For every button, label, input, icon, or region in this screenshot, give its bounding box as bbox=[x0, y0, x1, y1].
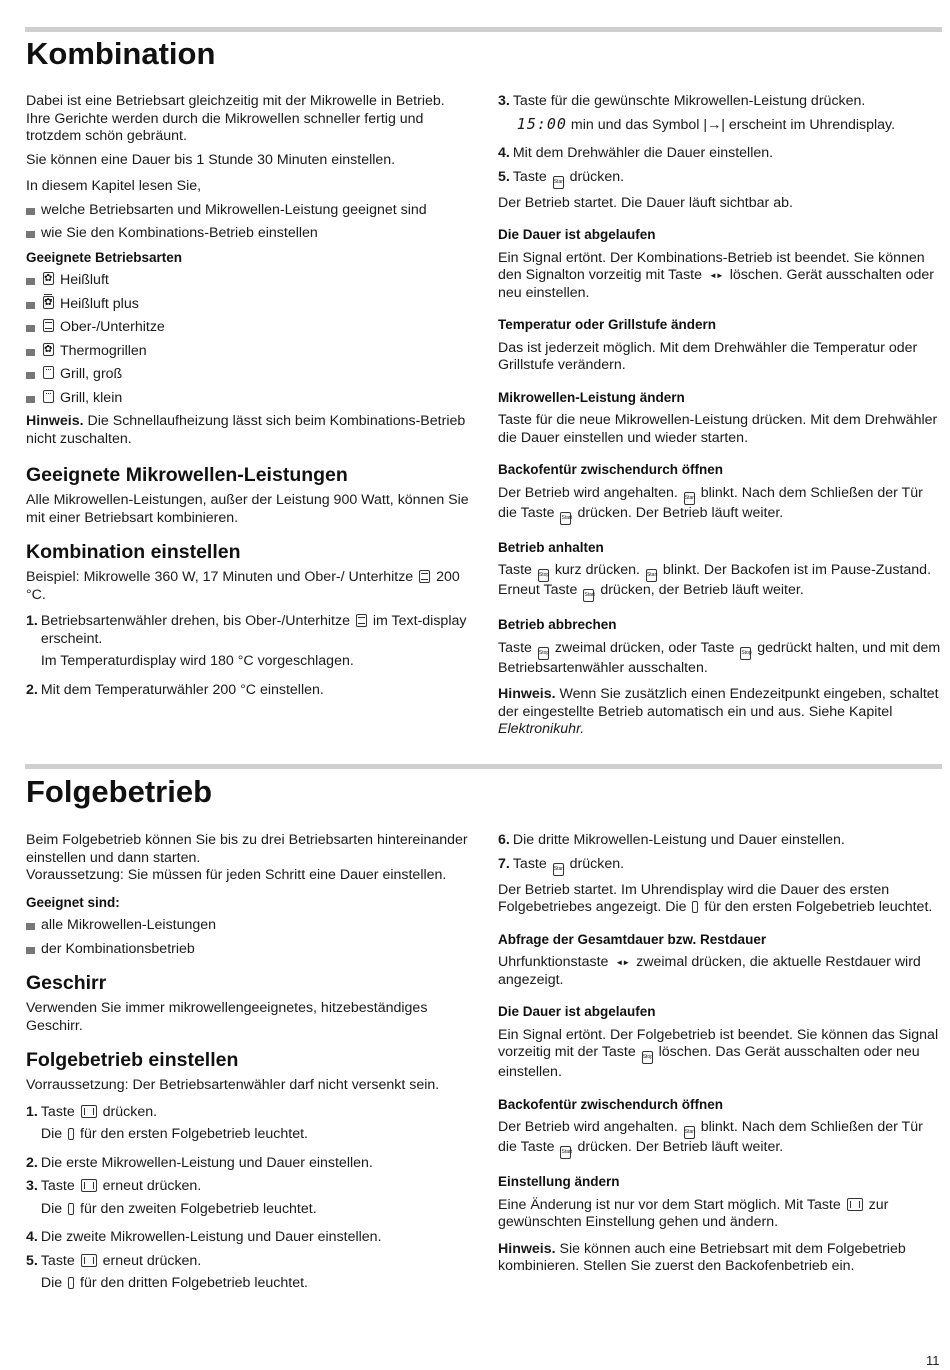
runs-paragraph: Der Betrieb startet. Im Uhrendisplay wird die Dauer des ersten Folgebetriebes angezeigt. Die für den ersten Folgebetrieb leuchtet. bbox=[498, 881, 933, 915]
list-item: welche Betriebsarten und Mikrowellen-Leistung geeignet sind bbox=[26, 202, 470, 220]
stop-key-icon: Stop bbox=[538, 647, 549, 660]
bullet-icon bbox=[26, 923, 35, 930]
pause-heading: Betrieb anhalten bbox=[498, 539, 604, 555]
page-title-kombination: Kombination bbox=[26, 36, 216, 71]
hot-air-icon bbox=[43, 272, 54, 285]
bullet-icon bbox=[26, 349, 35, 356]
step-7: 7. Taste Start drücken. bbox=[498, 856, 942, 876]
sequence-key-icon bbox=[81, 1254, 97, 1267]
step-1: 1. Betriebsartenwähler drehen, bis Ober-/Unterhitze im Text-display erscheint. Im Temperaturdisplay wird 180 °C vorgeschlagen. bbox=[26, 613, 467, 669]
mode-item: ✿ Heißluft bbox=[26, 272, 470, 290]
temp-paragraph: Das ist jederzeit möglich. Mit dem Drehwähler die Temperatur oder Grillstufe verändern. bbox=[498, 339, 918, 373]
note-end-time: Hinweis. Wenn Sie zusätzlich einen Endezeitpunkt eingeben, schaltet der eingestellte Betrieb automatisch ein und aus. Siehe Kapitel Elektronikuhr. bbox=[498, 686, 939, 737]
door-paragraph: Der Betrieb wird angehalten. Start blinkt. Nach dem Schließen der Tür die Taste Start drücken. Der Betrieb läuft weiter. bbox=[498, 1119, 942, 1159]
thermo-grill-icon bbox=[43, 343, 54, 356]
power-heading: Geeignete Mikrowellen-Leistungen bbox=[26, 464, 348, 486]
setup-requirement: Vorraussetzung: Der Betriebsartenwähler darf nicht versenkt sein. bbox=[26, 1077, 440, 1093]
sequence-indicator-icon bbox=[692, 901, 698, 913]
step-4: 4. Die zweite Mikrowellen-Leistung und Dauer einstellen. bbox=[26, 1229, 382, 1245]
mode-item: Ober-/Unterhitze bbox=[26, 319, 470, 337]
bullet-icon bbox=[26, 302, 35, 309]
intro-paragraph: Beim Folgebetrieb können Sie bis zu drei Betriebsarten hintereinander einstellen und dann starten. Voraussetzung: Sie müssen für jeden Schritt eine Dauer einstellen. bbox=[26, 832, 468, 883]
step-1: 1. Taste drücken. Die für den ersten Folgebetrieb leuchtet. bbox=[26, 1103, 308, 1142]
page-title-folgebetrieb: Folgebetrieb bbox=[26, 774, 213, 809]
top-bottom-heat-icon bbox=[356, 614, 367, 627]
end-time-symbol-icon: |→| bbox=[703, 116, 725, 133]
top-bottom-heat-icon bbox=[43, 319, 54, 332]
list-item: der Kombinationsbetrieb bbox=[26, 941, 470, 959]
clock-display-value: 15:00 bbox=[516, 114, 567, 133]
step-5: 5. Taste erneut drücken. Die für den dritten Folgebetrieb leuchtet. bbox=[26, 1252, 308, 1291]
query-paragraph: Uhrfunktionstaste ◄► zweimal drücken, die aktuelle Restdauer wird angezeigt. bbox=[498, 954, 921, 988]
dishes-paragraph: Verwenden Sie immer mikrowellengeeignetes, hitzebeständiges Geschirr. bbox=[26, 1000, 428, 1034]
sequence-indicator-icon bbox=[68, 1128, 74, 1140]
bullet-icon bbox=[26, 372, 35, 379]
start-key-icon: Start bbox=[553, 176, 564, 189]
top-bottom-heat-icon bbox=[419, 570, 430, 583]
clock-function-icon: ◄► bbox=[708, 271, 723, 280]
list-item: alle Mikrowellen-Leistungen bbox=[26, 917, 470, 935]
note-combine: Hinweis. Sie können auch eine Betriebsart mit dem Folgebetrieb kombinieren. Stellen Sie zuerst den Backofenbetrieb ein. bbox=[498, 1240, 906, 1274]
section-rule-bottom bbox=[25, 764, 942, 769]
runs-paragraph: Der Betrieb startet. Die Dauer läuft sichtbar ab. bbox=[498, 194, 793, 211]
stop-key-icon: Stop bbox=[740, 647, 751, 660]
chapter-intro: In diesem Kapitel lesen Sie, bbox=[26, 178, 202, 194]
power-paragraph: Alle Mikrowellen-Leistungen, außer der Leistung 900 Watt, können Sie mit einer Betriebsart kombinieren. bbox=[26, 492, 469, 526]
door-paragraph: Der Betrieb wird angehalten. Start blinkt. Nach dem Schließen der Tür die Taste Start drücken. Der Betrieb läuft weiter. bbox=[498, 485, 942, 525]
expired-heading: Die Dauer ist abgelaufen bbox=[498, 227, 656, 242]
folgebetrieb-left-column bbox=[26, 832, 470, 1304]
sequence-key-icon bbox=[847, 1198, 863, 1211]
step-2: 2. Die erste Mikrowellen-Leistung und Dauer einstellen. bbox=[26, 1154, 373, 1171]
setup-heading: Kombination einstellen bbox=[26, 541, 241, 563]
start-key-icon: Start bbox=[646, 569, 657, 582]
pause-paragraph: Taste Stop kurz drücken. Start blinkt. Der Backofen ist im Pause-Zustand. Erneut Taste Start drücken, der Betrieb läuft weiter. bbox=[498, 562, 942, 602]
mw-paragraph: Taste für die neue Mikrowellen-Leistung drücken. Mit dem Drehwähler die Dauer einstellen und wieder starten. bbox=[498, 412, 938, 446]
bullet-icon bbox=[26, 325, 35, 332]
door-heading: Backofentür zwischendurch öffnen bbox=[498, 1096, 724, 1112]
step-2: 2. Mit dem Temperaturwähler 200 °C einstellen. bbox=[26, 681, 324, 698]
cancel-paragraph: Taste Stop zweimal drücken, oder Taste Stop gedrückt halten, und mit dem Betriebsartenwähler ausschalten. bbox=[498, 639, 941, 676]
suited-heading: Geeignet sind: bbox=[26, 894, 120, 910]
start-key-icon: Start bbox=[684, 492, 695, 505]
expired-paragraph: Ein Signal ertönt. Der Kombinations-Betrieb ist beendet. Sie können den Signalton vorzeitig mit Taste ◄► löschen. Gerät ausschalten oder neu einstellen. bbox=[498, 249, 935, 301]
bullet-icon bbox=[26, 231, 35, 238]
bullet-icon bbox=[26, 947, 35, 954]
stop-key-icon: Stop bbox=[538, 569, 549, 582]
start-key-icon: Start bbox=[560, 512, 571, 525]
mode-item: Grill, groß bbox=[26, 366, 470, 384]
stop-key-icon: Stop bbox=[642, 1051, 653, 1064]
page-number: 11 bbox=[926, 1353, 940, 1368]
start-key-icon: Start bbox=[560, 1146, 571, 1159]
change-paragraph: Eine Änderung ist nur vor dem Start möglich. Mit Taste zur gewünschten Einstellung gehen und ändern. bbox=[498, 1196, 889, 1230]
step-6: 6. Die dritte Mikrowellen-Leistung und Dauer einstellen. bbox=[498, 832, 845, 848]
bullet-icon bbox=[26, 208, 35, 215]
bullet-icon bbox=[26, 396, 35, 403]
bullet-icon bbox=[26, 278, 35, 285]
start-key-icon: Start bbox=[684, 1126, 695, 1139]
section-rule-top bbox=[25, 27, 942, 32]
step-3: 3. Taste erneut drücken. Die für den zweiten Folgebetrieb leuchtet. bbox=[26, 1178, 317, 1217]
grill-large-icon bbox=[43, 366, 54, 379]
sequence-key-icon bbox=[81, 1105, 97, 1118]
modes-heading: Geeignete Betriebsarten bbox=[26, 249, 183, 265]
sequence-indicator-icon bbox=[68, 1277, 74, 1289]
note-fast-preheat: Hinweis. Die Schnellaufheizung lässt sich beim Kombinations-Betrieb nicht zuschalten. bbox=[26, 413, 466, 447]
list-item: wie Sie den Kombinations-Betrieb einstellen bbox=[26, 225, 470, 243]
kombination-left-column bbox=[26, 93, 470, 705]
setup-heading: Folgebetrieb einstellen bbox=[26, 1049, 239, 1071]
start-key-icon: Start bbox=[553, 863, 564, 876]
door-heading: Backofentür zwischendurch öffnen bbox=[498, 462, 724, 477]
folgebetrieb-right-column bbox=[498, 832, 942, 1282]
change-heading: Einstellung ändern bbox=[498, 1174, 620, 1189]
mode-item: ✿ Thermogrillen bbox=[26, 343, 470, 361]
step-3: 3. Taste für die gewünschte Mikrowellen-Leistung drücken. 15:00 min und das Symbol |→| erscheint im Uhrendisplay. bbox=[498, 93, 896, 133]
kombination-right-column bbox=[498, 93, 942, 745]
hot-air-plus-icon bbox=[43, 296, 54, 309]
clock-function-icon: ◄► bbox=[615, 958, 630, 967]
step-5: 5. Taste Start drücken. bbox=[498, 169, 942, 189]
grill-small-icon bbox=[43, 390, 54, 403]
expired-heading: Die Dauer ist abgelaufen bbox=[498, 1004, 656, 1019]
start-key-icon: Start bbox=[583, 589, 594, 602]
query-heading: Abfrage der Gesamtdauer bzw. Restdauer bbox=[498, 931, 767, 947]
sequence-indicator-icon bbox=[68, 1203, 74, 1215]
intro-paragraph: Dabei ist eine Betriebsart gleichzeitig mit der Mikrowelle in Betrieb. Ihre Gerichte werden durch die Mikrowellen schneller fertig und trotzdem schön gebräunt. bbox=[26, 93, 445, 144]
expired-paragraph: Ein Signal ertönt. Der Folgebetrieb ist beendet. Sie können das Signal vorzeitig mit der Taste Stop löschen. Das Gerät ausschalten oder neu einstellen. bbox=[498, 1026, 939, 1080]
temp-heading: Temperatur oder Grillstufe ändern bbox=[498, 317, 717, 332]
cancel-heading: Betrieb abbrechen bbox=[498, 617, 617, 632]
mode-item: ✿ Heißluft plus bbox=[26, 296, 470, 314]
sequence-key-icon bbox=[81, 1179, 97, 1192]
step-4: 4. Mit dem Drehwähler die Dauer einstellen. bbox=[498, 145, 774, 161]
mode-item: Grill, klein bbox=[26, 390, 470, 408]
example-paragraph: Beispiel: Mikrowelle 360 W, 17 Minuten und Ober-/ Unterhitze 200 °C. bbox=[26, 569, 460, 603]
dishes-heading: Geschirr bbox=[26, 972, 107, 994]
duration-paragraph: Sie können eine Dauer bis 1 Stunde 30 Minuten einstellen. bbox=[26, 151, 396, 168]
mw-heading: Mikrowellen-Leistung ändern bbox=[498, 389, 685, 405]
